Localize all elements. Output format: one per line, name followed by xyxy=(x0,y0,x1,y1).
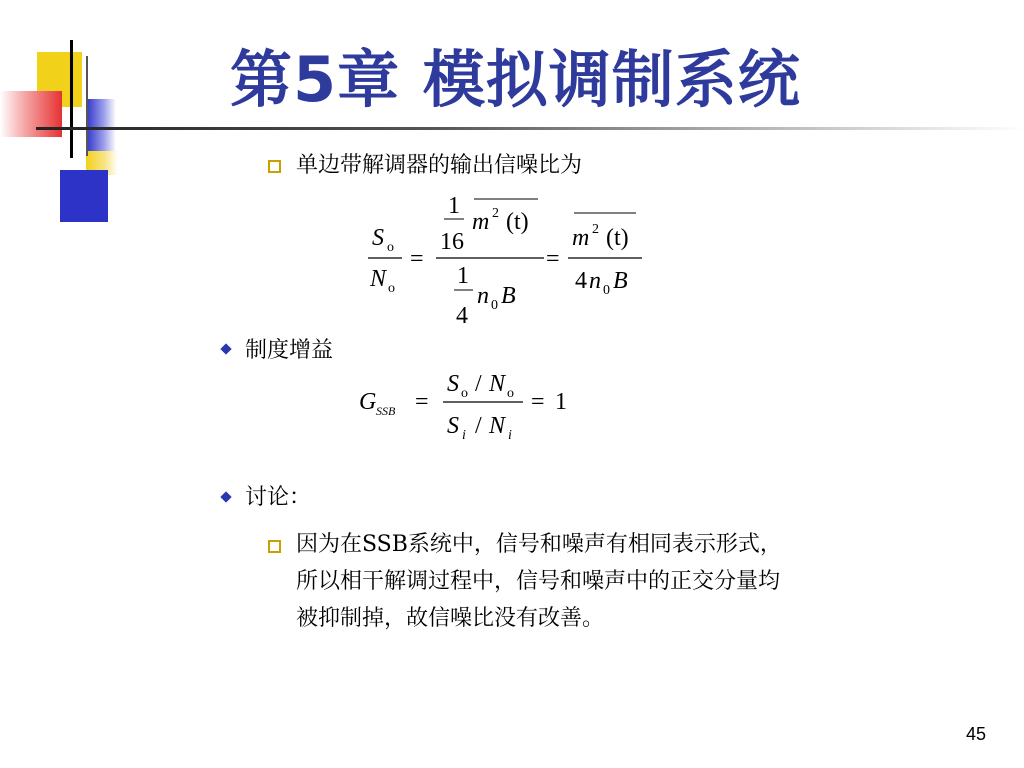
gain-sub-i: i xyxy=(462,428,466,443)
formula-four2: 4 xyxy=(575,268,587,294)
discussion-label: 讨论： xyxy=(245,485,312,510)
deco-red-gradient xyxy=(0,91,62,137)
gain-slash2: / xyxy=(475,413,482,439)
gain-sub-i2: i xyxy=(508,428,512,443)
gain-No: N xyxy=(489,371,506,397)
formula-m: m xyxy=(472,209,490,235)
deco-horizontal-line xyxy=(36,127,1024,130)
page-number: 45 xyxy=(966,724,987,744)
gain-sub-ssb: SSB xyxy=(376,404,396,418)
gain-Ni: N xyxy=(489,413,506,439)
formula-exp-2: 2 xyxy=(492,206,499,221)
formula-sub-0: 0 xyxy=(491,298,498,313)
formula-one-b: 1 xyxy=(457,263,469,289)
square-bullet-icon xyxy=(268,160,281,173)
formula-m2: m xyxy=(572,225,590,251)
diamond-bullet-icon xyxy=(220,343,231,354)
formula-B: B xyxy=(501,283,516,309)
deco-blue-gradient-square xyxy=(86,99,116,151)
discussion-line-1: 因为在SSB系统中，信号和噪声有相同表示形式， xyxy=(296,532,782,557)
formula-exp-2b: 2 xyxy=(592,222,599,237)
gain-sub-o2: o xyxy=(507,386,514,401)
snr-label: 单边带解调器的输出信噪比为 xyxy=(296,153,583,178)
gain-one: 1 xyxy=(555,389,567,415)
gain-G: G xyxy=(359,389,377,415)
formula-n: n xyxy=(477,283,489,309)
gain-eq: = xyxy=(415,389,429,415)
gain-So: S xyxy=(447,371,459,397)
gain-Si: S xyxy=(447,413,459,439)
formula-t: (t) xyxy=(506,209,529,235)
formula-N: N xyxy=(370,266,387,292)
formula-eq2: = xyxy=(546,246,560,272)
deco-vertical-line xyxy=(70,40,73,158)
formula-sub-o: o xyxy=(387,240,394,255)
formula-n2: n xyxy=(589,268,601,294)
gain-sub-o: o xyxy=(461,386,468,401)
formula-B2: B xyxy=(613,268,628,294)
snr-formula xyxy=(360,185,660,330)
formula-eq: = xyxy=(410,246,424,272)
formula-one: 1 xyxy=(448,193,460,219)
discussion-line-3: 被抑制掉，故信噪比没有改善。 xyxy=(296,606,605,631)
gain-label: 制度增益 xyxy=(245,338,334,363)
deco-vertical-line-2 xyxy=(86,56,88,156)
gain-formula xyxy=(355,365,585,450)
gain-slash: / xyxy=(475,371,482,397)
formula-sub-o2: o xyxy=(388,281,395,296)
formula-t2: (t) xyxy=(606,225,629,251)
square-bullet-icon xyxy=(268,540,281,553)
discussion-line-2: 所以相干解调过程中，信号和噪声中的正交分量均 xyxy=(296,569,781,594)
gain-eq2: = xyxy=(531,389,545,415)
deco-blue-square xyxy=(60,170,108,222)
slide-title: 第5章 模拟调制系统 xyxy=(230,43,801,116)
diamond-bullet-icon xyxy=(220,491,231,502)
formula-four: 4 xyxy=(456,303,468,329)
formula-sub-02: 0 xyxy=(603,283,610,298)
formula-S: S xyxy=(372,225,384,251)
formula-sixteen: 16 xyxy=(440,229,464,255)
